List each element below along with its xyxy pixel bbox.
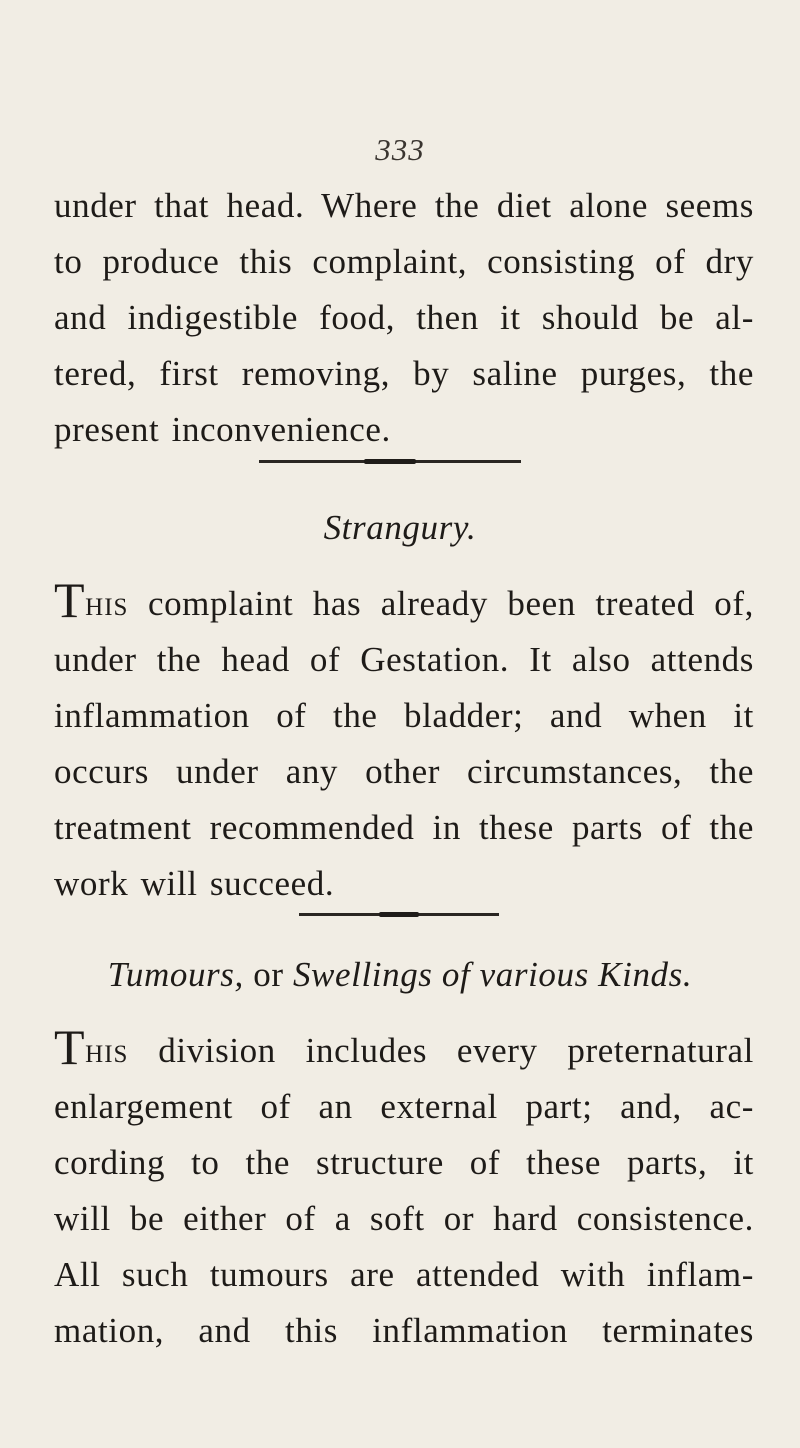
section-heading-strangury: Strangury. — [323, 508, 477, 547]
drop-cap: T — [54, 1019, 86, 1075]
text-line: treatment recommended in these parts of the — [54, 808, 754, 847]
text-line-first — [54, 1019, 754, 1079]
text-line: mation, and this inflammation terminates — [54, 1311, 754, 1350]
paragraph-strangury — [54, 572, 754, 912]
first-line-text: division includes every preternatural — [128, 1031, 754, 1070]
text-line: to produce this complaint, consisting of dry — [54, 242, 754, 281]
section-heading-tumours — [0, 955, 800, 995]
text-line: will be either of a soft or hard consistence. — [54, 1199, 754, 1238]
section-divider — [299, 913, 499, 916]
small-caps-word: his — [85, 1031, 129, 1070]
text-line: work will succeed. — [54, 864, 335, 903]
heading-part: Tumours, — [107, 955, 244, 994]
paragraph-continuation — [54, 178, 754, 458]
drop-cap: T — [54, 572, 86, 628]
page-number: 333 — [375, 132, 425, 167]
heading-conjunction: or — [253, 955, 284, 994]
text-line: tered, first removing, by saline purges, the — [54, 354, 754, 393]
heading-part: Swellings of various Kinds. — [292, 955, 693, 994]
first-line-text: complaint has already been treated of, — [128, 584, 754, 623]
section-divider — [259, 460, 521, 463]
text-line: present inconvenience. — [54, 410, 391, 449]
paragraph-tumours — [54, 1019, 754, 1359]
text-line: under that head. Where the diet alone seems — [54, 186, 754, 225]
text-line: cording to the structure of these parts, it — [54, 1143, 754, 1182]
text-line: and indigestible food, then it should be al- — [54, 298, 754, 337]
text-line: inflammation of the bladder; and when it — [54, 696, 754, 735]
small-caps-word: his — [85, 584, 129, 623]
text-line: occurs under any other circumstances, the — [54, 752, 754, 791]
text-line: All such tumours are attended with inflam- — [54, 1255, 754, 1294]
text-line: enlargement of an external part; and, ac- — [54, 1087, 754, 1126]
text-line-first — [54, 572, 754, 632]
text-line: under the head of Gestation. It also attends — [54, 640, 754, 679]
